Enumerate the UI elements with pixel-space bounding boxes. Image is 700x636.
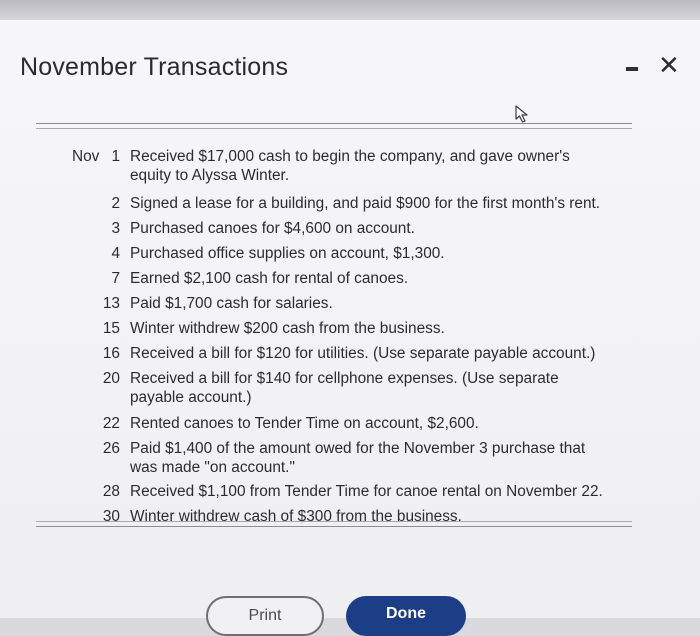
done-button[interactable]: Done [346, 596, 466, 636]
transactions-table [36, 123, 632, 527]
description-line: equity to Alyssa Winter. [130, 167, 290, 184]
transaction-description [130, 147, 626, 185]
dialog-title: November Transactions [20, 53, 289, 81]
transaction-day: 26 [102, 440, 120, 457]
description-line: Received a bill for $140 for cellphone expenses. (Use separate [130, 370, 559, 387]
transaction-day: 4 [111, 245, 120, 262]
transaction-description: Received $1,100 from Tender Time for canoe rental on November 22. [130, 483, 603, 500]
minimize-button[interactable] [622, 50, 642, 71]
description-line: Paid $1,400 of the amount owed for the November 3 purchase that [130, 440, 586, 457]
print-button[interactable]: Print [206, 596, 324, 636]
transaction-description: Purchased office supplies on account, $1,300. [130, 245, 445, 262]
transaction-day: 3 [111, 220, 120, 237]
transaction-day: 28 [102, 483, 120, 500]
minimize-icon [626, 67, 638, 71]
transaction-description: Signed a lease for a building, and paid $900 for the first month's rent. [130, 195, 601, 212]
transaction-day: 30 [102, 508, 120, 525]
transaction-description: Purchased canoes for $4,600 on account. [130, 220, 415, 237]
transaction-day: 20 [102, 370, 120, 387]
close-button[interactable]: ✕ [658, 50, 680, 80]
transaction-description: Paid $1,700 cash for salaries. [130, 295, 333, 312]
description-line: payable account.) [130, 389, 252, 406]
transaction-description [130, 439, 626, 477]
transaction-description: Received a bill for $120 for utilities. (Use separate payable account.) [130, 345, 596, 362]
transaction-description [130, 369, 626, 407]
transaction-month: Nov [72, 148, 100, 165]
transaction-day: 15 [102, 320, 120, 337]
transaction-day: 2 [111, 195, 120, 212]
mouse-pointer-icon [514, 104, 532, 124]
transaction-day: 1 [111, 148, 120, 165]
transaction-description: Winter withdrew cash of $300 from the business. [130, 508, 462, 525]
window-top-edge [0, 0, 700, 20]
transaction-description: Winter withdrew $200 cash from the business. [130, 320, 445, 337]
transaction-day: 13 [102, 295, 120, 312]
transaction-description: Rented canoes to Tender Time on account, $2,600. [130, 415, 479, 432]
transaction-day: 22 [102, 415, 120, 432]
transaction-day: 16 [102, 345, 120, 362]
description-line: was made "on account." [130, 459, 295, 476]
transaction-description: Earned $2,100 cash for rental of canoes. [130, 270, 409, 287]
description-line: Received $17,000 cash to begin the company, and gave owner's [130, 148, 570, 165]
transaction-day: 7 [111, 270, 120, 287]
